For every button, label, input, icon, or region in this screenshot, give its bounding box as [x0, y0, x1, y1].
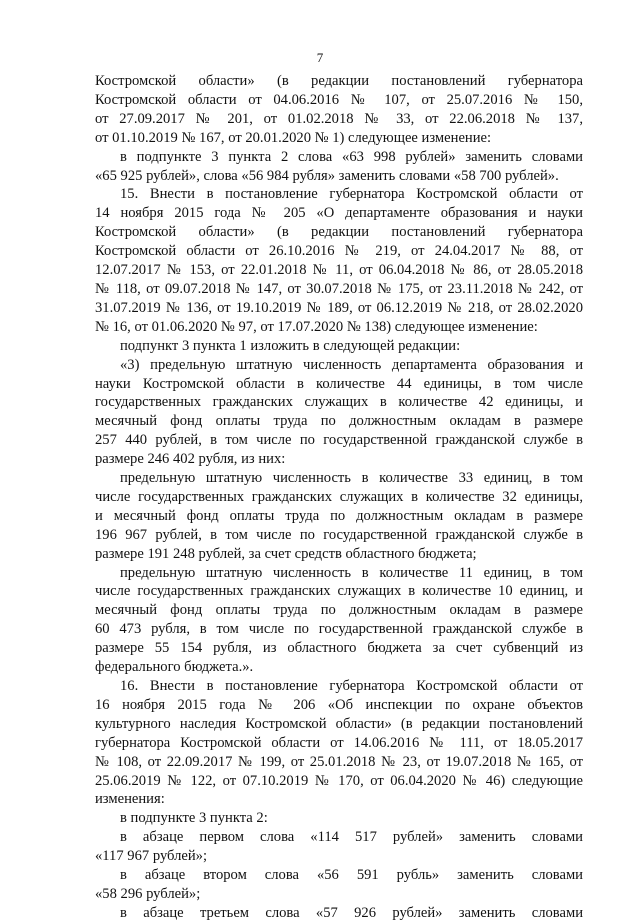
text-line: предельную штатную численность в количестве 33 единиц, в том [120, 470, 583, 487]
document-body [95, 72, 583, 923]
text-line: государственных гражданских служащих в количестве 42 единицы, и [95, 394, 583, 411]
text-line: 257 440 рублей, в том числе по государственной гражданской службе в [95, 432, 583, 449]
text-line: размере 191 248 рублей, за счет средств областного бюджета; [95, 545, 477, 562]
text-line: № 16, от 01.06.2020 № 97, от 17.07.2020 № 138) следующее изменение: [95, 318, 538, 335]
text-line: 16 ноября 2015 года № 206 «Об инспекции по охране объектов [95, 696, 583, 713]
text-line: числе государственных гражданских служащих в количестве 32 единицы, [95, 488, 583, 505]
text-line: и месячный фонд оплаты труда по должностным окладам в размере [95, 507, 583, 524]
page-number: 7 [316, 50, 324, 65]
text-line: 14 ноября 2015 года № 205 «О департаменте образования и науки [95, 205, 583, 222]
text-line: от 27.09.2017 № 201, от 01.02.2018 № 33, от 22.06.2018 № 137, [95, 110, 583, 127]
text-line: 31.07.2019 № 136, от 19.10.2019 № 189, от 06.12.2019 № 218, от 28.02.2020 [95, 299, 583, 316]
text-line: 12.07.2017 № 153, от 22.01.2018 № 11, от 06.04.2018 № 86, от 28.05.2018 [95, 262, 583, 279]
text-line: федерального бюджета.». [95, 659, 254, 676]
text-line: культурного наследия Костромской области» (в редакции постановлений [95, 715, 583, 732]
text-line: в подпункте 3 пункта 2 слова «63 998 рублей» заменить словами [120, 148, 583, 165]
text-line: науки Костромской области в количестве 44 единицы, в том числе [95, 375, 583, 392]
text-line: размере 246 402 рубля, из них: [95, 451, 286, 468]
text-line: Костромской области» (в редакции постановлений губернатора [95, 224, 583, 241]
text-line: Костромской области от 04.06.2016 № 107, от 25.07.2016 № 150, [95, 91, 583, 108]
text-line: месячный фонд оплаты труда по должностным окладам в размере [95, 413, 583, 430]
text-line: изменения: [95, 791, 165, 808]
text-line: № 108, от 22.09.2017 № 199, от 25.01.2018 № 23, от 19.07.2018 № 165, от [95, 753, 583, 770]
text-line: месячный фонд оплаты труда по должностным окладам в размере [95, 602, 583, 619]
text-line: от 01.10.2019 № 167, от 20.01.2020 № 1) следующее изменение: [95, 129, 492, 146]
text-line: 16. Внести в постановление губернатора Костромской области от [120, 678, 583, 694]
text-line: 15. Внести в постановление губернатора Костромской области от [120, 186, 583, 203]
text-line: «58 296 рублей»; [95, 885, 201, 902]
text-line: Костромской области от 26.10.2016 № 219, от 24.04.2017 № 88, от [95, 243, 583, 260]
text-line: 196 967 рублей, в том числе по государственной гражданской службе в [95, 526, 583, 543]
text-line: в абзаце втором слова «56 591 рубль» заменить словами [120, 867, 583, 884]
text-line: 60 473 рубля, в том числе по государственной гражданской службе в [95, 621, 583, 638]
text-line: в абзаце первом слова «114 517 рублей» заменить словами [120, 829, 583, 846]
text-line: размере 55 154 рубля, из областного бюджета за счет субвенций из [95, 640, 583, 657]
text-line: губернатора Костромской области от 14.06.2016 № 111, от 18.05.2017 [95, 734, 583, 751]
text-line: № 118, от 09.07.2018 № 147, от 30.07.2018 № 175, от 23.11.2018 № 242, от [95, 280, 583, 297]
text-line: предельную штатную численность в количестве 11 единиц, в том [120, 564, 583, 581]
text-line: «65 925 рублей», слова «56 984 рубля» заменить словами «58 700 рублей». [95, 167, 559, 184]
text-line: в абзаце третьем слова «57 926 рублей» заменить словами [120, 904, 583, 921]
text-line: 25.06.2019 № 122, от 07.10.2019 № 170, от 06.04.2020 № 46) следующие [95, 772, 583, 789]
text-line: в подпункте 3 пункта 2: [120, 810, 268, 827]
text-line: «117 967 рублей»; [95, 848, 208, 865]
text-line: подпункт 3 пункта 1 изложить в следующей редакции: [120, 337, 461, 354]
text-line: числе государственных гражданских служащих в количестве 10 единиц, и [95, 583, 583, 600]
text-line: Костромской области» (в редакции постановлений губернатора [95, 73, 583, 89]
text-line: «3) предельную штатную численность департамента образования и [120, 356, 583, 373]
